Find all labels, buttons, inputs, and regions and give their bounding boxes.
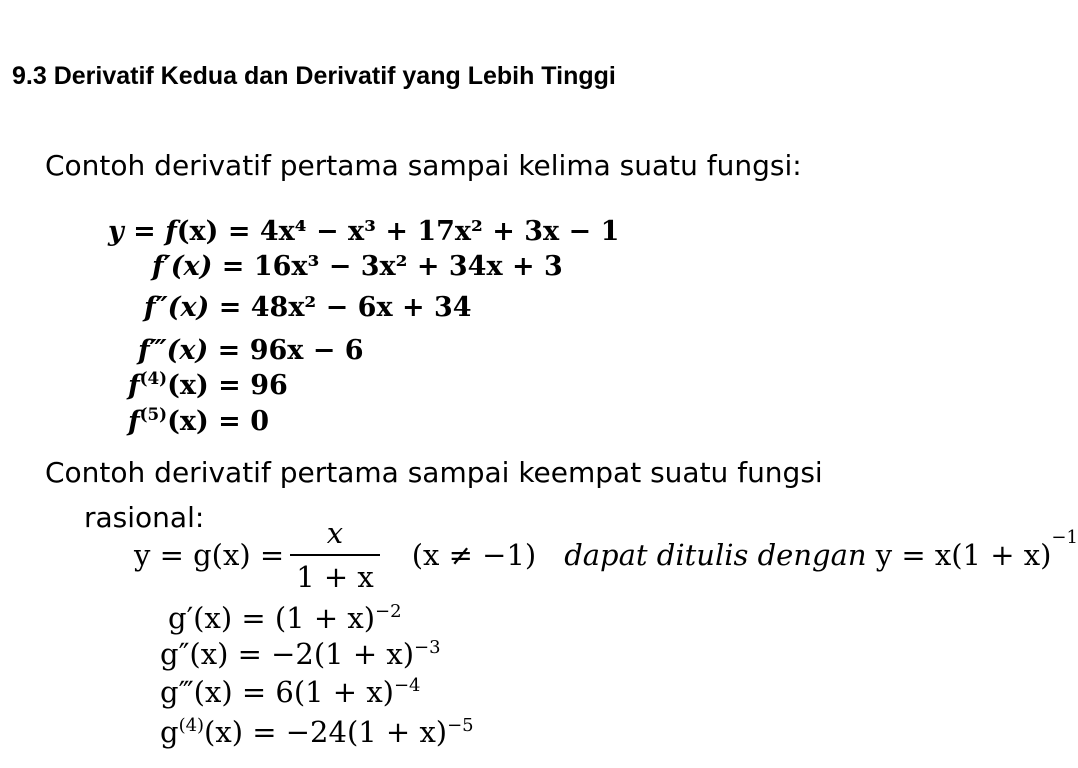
equation-f-prime: f′(x) = 16x³ − 3x² + 34x + 3 (152, 251, 563, 282)
intro-polynomial-text: Contoh derivatif pertama sampai kelima suatu fungsi: (45, 149, 802, 182)
intro-rational-text: Contoh derivatif pertama sampai keempat suatu fungsi (45, 456, 823, 489)
equation-f-double-prime: f″(x) = 48x² − 6x + 34 (144, 292, 472, 323)
equation-f-fourth: $f^{(4)}(x) = 96$ (128, 367, 288, 401)
equation-f: y = f(x) = 4x⁴ − x³ + 17x² + 3x − 1 (108, 216, 620, 247)
slide-title: 9.3 Derivatif Kedua dan Derivatif yang Lebih Tinggi (12, 62, 616, 90)
fraction-numerator: x (326, 516, 344, 550)
rewrite-note: dapat ditulis dengan (564, 538, 867, 572)
equation-g-triple-prime: g‴(x) = $6(1 + x)^{-4}$ (160, 674, 421, 709)
domain-condition: (x ≠ −1) (411, 538, 537, 572)
fraction-denominator: 1 + x (296, 560, 374, 594)
equation-g-prime: $g'(x) = (1 + x)^{-2}$ (168, 600, 402, 635)
equation-f-fifth: $f^{(5)}(x) = 0$ (128, 403, 269, 437)
fraction (290, 516, 380, 594)
equation-g-fourth: $g^{(4)}(x) = -24(1 + x)^{-5}$ (160, 714, 474, 749)
equation-g: y = g(x) = $\frac{x}{1 + x}$ (x ≠ −1) dapat ditulis dengan $y = x(1 + x)^{-1}$ (134, 516, 1078, 594)
rewritten-form: $y = x(1 + x)^{-1}$ (875, 527, 1078, 572)
equation-f-triple-prime: f‴(x) = 96x − 6 (138, 335, 364, 366)
equation-g-double-prime: $g''(x) = -2(1 + x)^{-3}$ (160, 636, 441, 671)
intro-rational-text-continued: rasional: (84, 501, 205, 534)
